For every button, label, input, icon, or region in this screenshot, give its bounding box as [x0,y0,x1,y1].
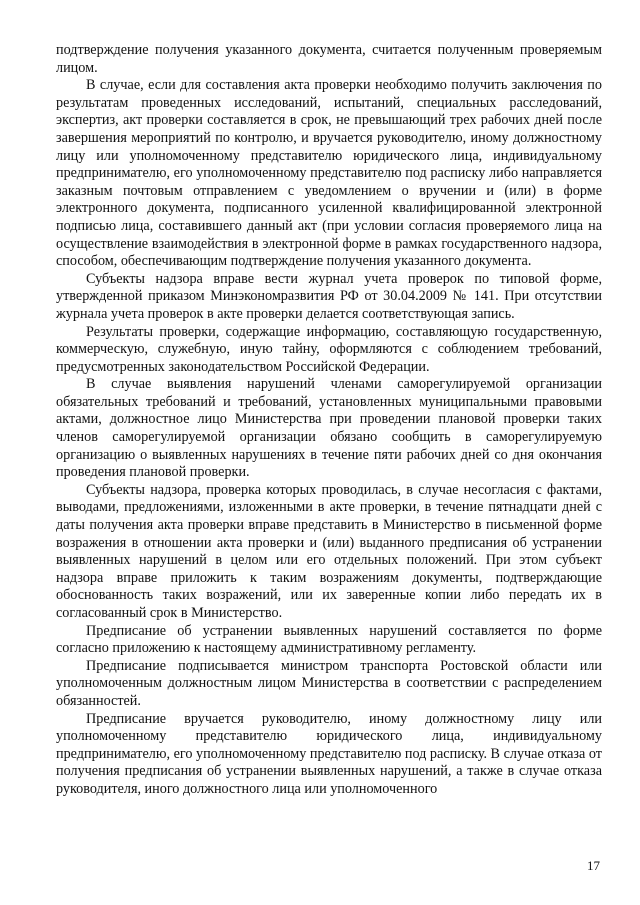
paragraph-inspection-journal: Субъекты надзора вправе вести журнал учета проверок по типовой форме, утвержденной приказом Минэкономразвития РФ от 30.04.2009 № 141. При отсутствии журнала учета проверок в акте проверки делается соответствующая запись. [56,270,602,322]
document-page [56,42,602,799]
paragraph-continuation: подтверждение получения указанного документа, считается полученным проверяемым лицом. [56,42,602,76]
paragraph-secret-info: Результаты проверки, содержащие информацию, составляющую государственную, коммерческую, служебную, иную тайну, оформляются с соблюдением требований, предусмотренных законодательством Российской Федерации. [56,323,602,375]
paragraph-objections: Субъекты надзора, проверка которых проводилась, в случае несогласия с фактами, выводами, предложениями, изложенными в акте проверки, в течение пятнадцати дней с даты получения акта проверки вправе представить в Министерство в письменной форме возражения в отношении акта проверки и (или) выданного предписания об устранении выявленных нарушений в целом или его отдельных положений. При этом субъект надзора вправе приложить к таким возражениям документы, подтверждающие обоснованность таких возражений, или их заверенные копии либо передать их в согласованный срок в Министерство. [56,481,602,621]
paragraph-self-regulatory: В случае выявления нарушений членами саморегулируемой организации обязательных требований и требований, установленных муниципальными правовыми актами, должностное лицо Министерства при проведении плановой проверки таких членов саморегулируемой организации обязано сообщить в саморегулируемую организацию о выявленных нарушениях в течение пяти рабочих дней со дня окончания проведения плановой проверки. [56,376,602,481]
paragraph-order-delivery: Предписание вручается руководителю, иному должностному лицу или уполномоченному представителю юридического лица, индивидуальному предпринимателю, его уполномоченному представителю под расписку. В случае отказа от получения предписания об устранении выявленных нарушений, а также в случае отказа руководителя, иного должностного лица или уполномоченного [56,710,602,797]
paragraph-order-signing: Предписание подписывается министром транспорта Ростовской области или уполномоченным должностным лицом Министерства в соответствии с распределением обязанностей. [56,657,602,709]
paragraph-act-deadline: В случае, если для составления акта проверки необходимо получить заключения по результатам проведенных исследований, испытаний, специальных расследований, экспертиз, акт проверки составляется в срок, не превышающий трех рабочих дней после завершения мероприятий по контролю, и вручается руководителю, иному должностному лицу или уполномоченному представителю юридического лица, индивидуальному предпринимателю, его уполномоченному представителю под расписку либо направляется заказным почтовым отправлением с уведомлением о вручении и (или) в форме электронного документа, подписанного усиленной квалифицированной электронной подписью лица, составившего данный акт (при условии согласия проверяемого лица на осуществление взаимодействия в электронной форме в рамках государственного надзора, способом, обеспечивающим подтверждение получения указанного документа. [56,77,602,270]
page-number: 17 [587,858,600,873]
paragraph-order-form: Предписание об устранении выявленных нарушений составляется по форме согласно приложению к настоящему административному регламенту. [56,622,602,657]
